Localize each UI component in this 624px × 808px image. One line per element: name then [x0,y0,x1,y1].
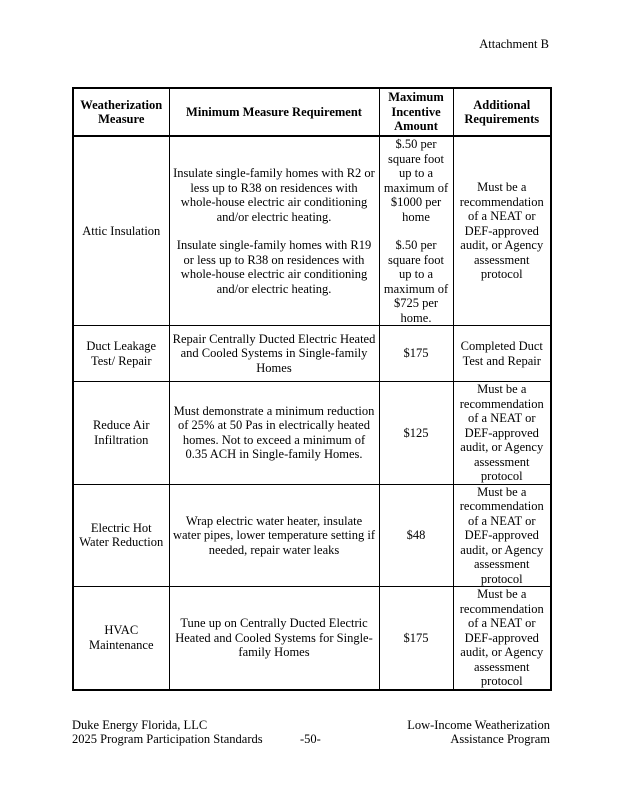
incentive-text: $.50 per square foot up to a maximum of $1000 per home [383,137,449,224]
incentive-cell: $175 [379,587,453,690]
table-row [73,382,551,485]
requirement-cell: Tune up on Centrally Ducted Electric Heated and Cooled Systems for Single-family Homes [169,587,379,690]
measure-cell: Attic Insulation [73,136,169,326]
requirement-cell: Repair Centrally Ducted Electric Heated and Cooled Systems in Single-family Homes [169,326,379,382]
header-requirement: Minimum Measure Requirement [169,88,379,136]
header-measure: Weatherization Measure [73,88,169,136]
requirement-text: Insulate single-family homes with R2 or less up to R38 on residences with whole-house electric air conditioning and/or electric heating. [173,166,375,224]
header-additional: Additional Requirements [453,88,551,136]
incentive-cell: $48 [379,484,453,587]
requirement-cell [169,136,379,326]
page-number: -50- [300,732,321,746]
footer-right [407,718,550,746]
additional-cell: Must be a recommendation of a NEAT or DEF-approved audit, or Agency assessment protocol [453,136,551,326]
weatherization-table [72,87,552,691]
requirement-cell: Must demonstrate a minimum reduction of 25% at 50 Pas in electrically heated homes. Not to exceed a minimum of 0.35 ACH in Single-family Homes. [169,382,379,485]
footer-company: Duke Energy Florida, LLC [72,718,208,732]
incentive-cell: $125 [379,382,453,485]
table-row [73,326,551,382]
additional-cell: Must be a recommendation of a NEAT or DEF-approved audit, or Agency assessment protocol [453,587,551,690]
table-row [73,484,551,587]
attachment-label: Attachment B [479,37,549,51]
incentive-text: $.50 per square foot up to a maximum of $725 per home. [383,238,449,325]
table-row [73,587,551,690]
measure-cell: Duct Leakage Test/ Repair [73,326,169,382]
requirement-text: Insulate single-family homes with R19 or less up to R38 on residences with whole-house electric air conditioning and/or electric heating. [176,238,372,296]
header-incentive: Maximum Incentive Amount [379,88,453,136]
additional-cell: Must be a recommendation of a NEAT or DEF-approved audit, or Agency assessment protocol [453,484,551,587]
footer-program-line1: Low-Income Weatherization [407,718,550,732]
footer-document: 2025 Program Participation Standards [72,732,263,746]
measure-cell: HVAC Maintenance [73,587,169,690]
incentive-cell [379,136,453,326]
measure-cell: Reduce Air Infiltration [73,382,169,485]
requirement-cell: Wrap electric water heater, insulate water pipes, lower temperature setting if needed, repair water leaks [169,484,379,587]
additional-cell: Must be a recommendation of a NEAT or DEF-approved audit, or Agency assessment protocol [453,382,551,485]
table-header-row [73,88,551,136]
table-row [73,136,551,326]
incentive-cell: $175 [379,326,453,382]
footer-program-line2: Assistance Program [450,732,550,746]
measure-cell: Electric Hot Water Reduction [73,484,169,587]
footer-left [72,718,263,746]
additional-cell: Completed Duct Test and Repair [453,326,551,382]
